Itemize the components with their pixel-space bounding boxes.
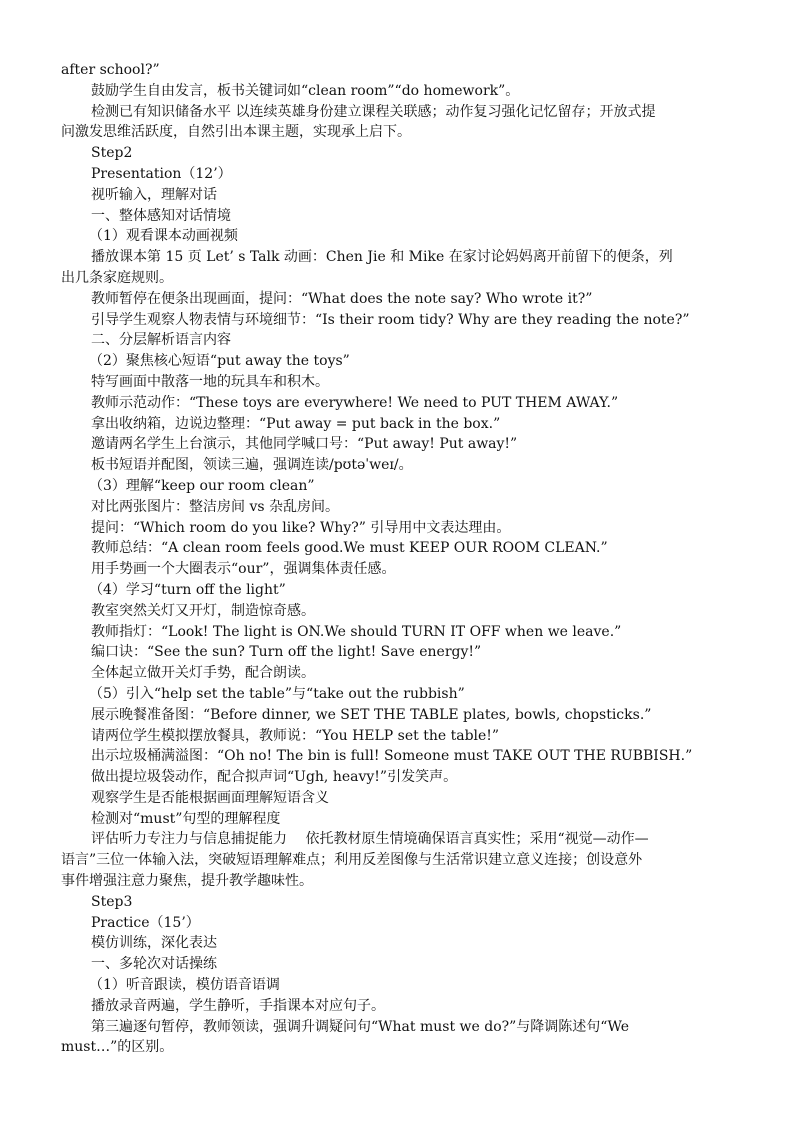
text-line: 做出提垃圾袋动作，配合拟声词“Ugh, heavy!”引发笑声。 — [91, 769, 458, 786]
text-line: 教师示范动作：“These toys are everywhere! We need to PUT THEM AWAY.” — [91, 394, 619, 411]
text-line: 请两位学生模拟摆放餐具，教师说：“You HELP set the table!” — [91, 727, 500, 744]
text-line: 第三遍逐句暂停，教师领读，强调升调疑问句“What must we do?”与降调陈述句“We — [91, 1018, 630, 1035]
subsection-heading: 一、整体感知对话情境 — [91, 207, 231, 224]
step-heading: Step3 — [91, 893, 133, 910]
text-line: 全体起立做开关灯手势，配合朗读。 — [91, 665, 315, 682]
text-line: must…”的区别。 — [61, 1039, 174, 1056]
text-line: 出几条家庭规则。 — [61, 269, 173, 286]
text-line: 教室突然关灯又开灯，制造惊奇感。 — [91, 602, 315, 619]
item-heading: （2）聚焦核心短语“put away the toys” — [89, 353, 350, 370]
text-line: 语言”三位一体输入法，突破短语理解难点；利用反差图像与生活常识建立意义连接；创设意外 — [61, 852, 643, 869]
text-line: 教师暂停在便条出现画面，提问：“What does the note say? Who wrote it?” — [91, 290, 593, 307]
text-line: 事件增强注意力聚焦，提升教学趣味性。 — [61, 873, 313, 890]
text-line: 评估听力专注力与信息捕捉能力 依托教材原生情境确保语言真实性；采用“视觉—动作— — [91, 831, 649, 848]
document-body — [61, 60, 737, 1058]
text-line: 提问：“Which room do you like? Why?” 引导用中文表达理由。 — [91, 519, 511, 536]
text-line: 观察学生是否能根据画面理解短语含义 — [91, 789, 329, 806]
text-line: 引导学生观察人物表情与环境细节：“Is their room tidy? Why are they reading the note?” — [91, 311, 690, 328]
subsection-heading: 二、分层解析语言内容 — [91, 332, 231, 349]
section-heading: Practice（15’） — [91, 914, 200, 931]
item-heading: （5）引入“help set the table”与“take out the rubbish” — [89, 685, 465, 702]
section-heading: Presentation（12’） — [91, 165, 232, 182]
item-heading: （1）听音跟读，模仿语音语调 — [89, 977, 280, 994]
step-heading: Step2 — [91, 145, 133, 162]
text-line: 问激发思维活跃度，自然引出本课主题，实现承上启下。 — [61, 124, 411, 141]
text-line: 拿出收纳箱，边说边整理：“Put away = put back in the box.” — [91, 415, 501, 432]
text-line: 对比两张图片：整洁房间 vs 杂乱房间。 — [91, 498, 339, 515]
text-line: 播放录音两遍，学生静听，手指课本对应句子。 — [91, 997, 385, 1014]
text-line: 检测对“must”句型的理解程度 — [91, 810, 281, 827]
text-line: 展示晚餐准备图：“Before dinner, we SET THE TABLE plates, bowls, chopsticks.” — [91, 706, 652, 723]
subsection-heading: 一、多轮次对话操练 — [91, 956, 217, 973]
text-line: 用手势画一个大圈表示“our”，强调集体责任感。 — [91, 561, 396, 578]
text-line: 邀请两名学生上台演示，其他同学喊口号：“Put away! Put away!” — [91, 436, 518, 453]
text-line: 板书短语并配图，领读三遍，强调连读/pʊtəˈweɪ/。 — [91, 457, 413, 474]
text-line: 教师总结：“A clean room feels good.We must KEEP OUR ROOM CLEAN.” — [91, 540, 608, 557]
section-subtitle: 视听输入，理解对话 — [91, 186, 217, 203]
item-heading: （3）理解“keep our room clean” — [89, 477, 315, 494]
text-line: 教师指灯：“Look! The light is ON.We should TURN IT OFF when we leave.” — [91, 623, 622, 640]
item-heading: （1）观看课本动画视频 — [89, 228, 238, 245]
section-subtitle: 模仿训练，深化表达 — [91, 935, 217, 952]
text-line: 编口诀：“See the sun? Turn off the light! Save energy!” — [91, 644, 482, 661]
text-line: 特写画面中散落一地的玩具车和积木。 — [91, 373, 329, 390]
text-line: 鼓励学生自由发言，板书关键词如“clean room”“do homework”。 — [91, 82, 520, 99]
text-line: 检测已有知识储备水平 以连续英雄身份建立课程关联感；动作复习强化记忆留存；开放式提 — [91, 103, 656, 120]
text-line: after school?” — [61, 62, 160, 78]
item-heading: （4）学习“turn off the light” — [89, 581, 286, 598]
text-line: 播放课本第 15 页 Let’ s Talk 动画：Chen Jie 和 Mike 在家讨论妈妈离开前留下的便条，列 — [91, 249, 673, 266]
text-line: 出示垃圾桶满溢图：“Oh no! The bin is full! Someone must TAKE OUT THE RUBBISH.” — [91, 748, 693, 765]
